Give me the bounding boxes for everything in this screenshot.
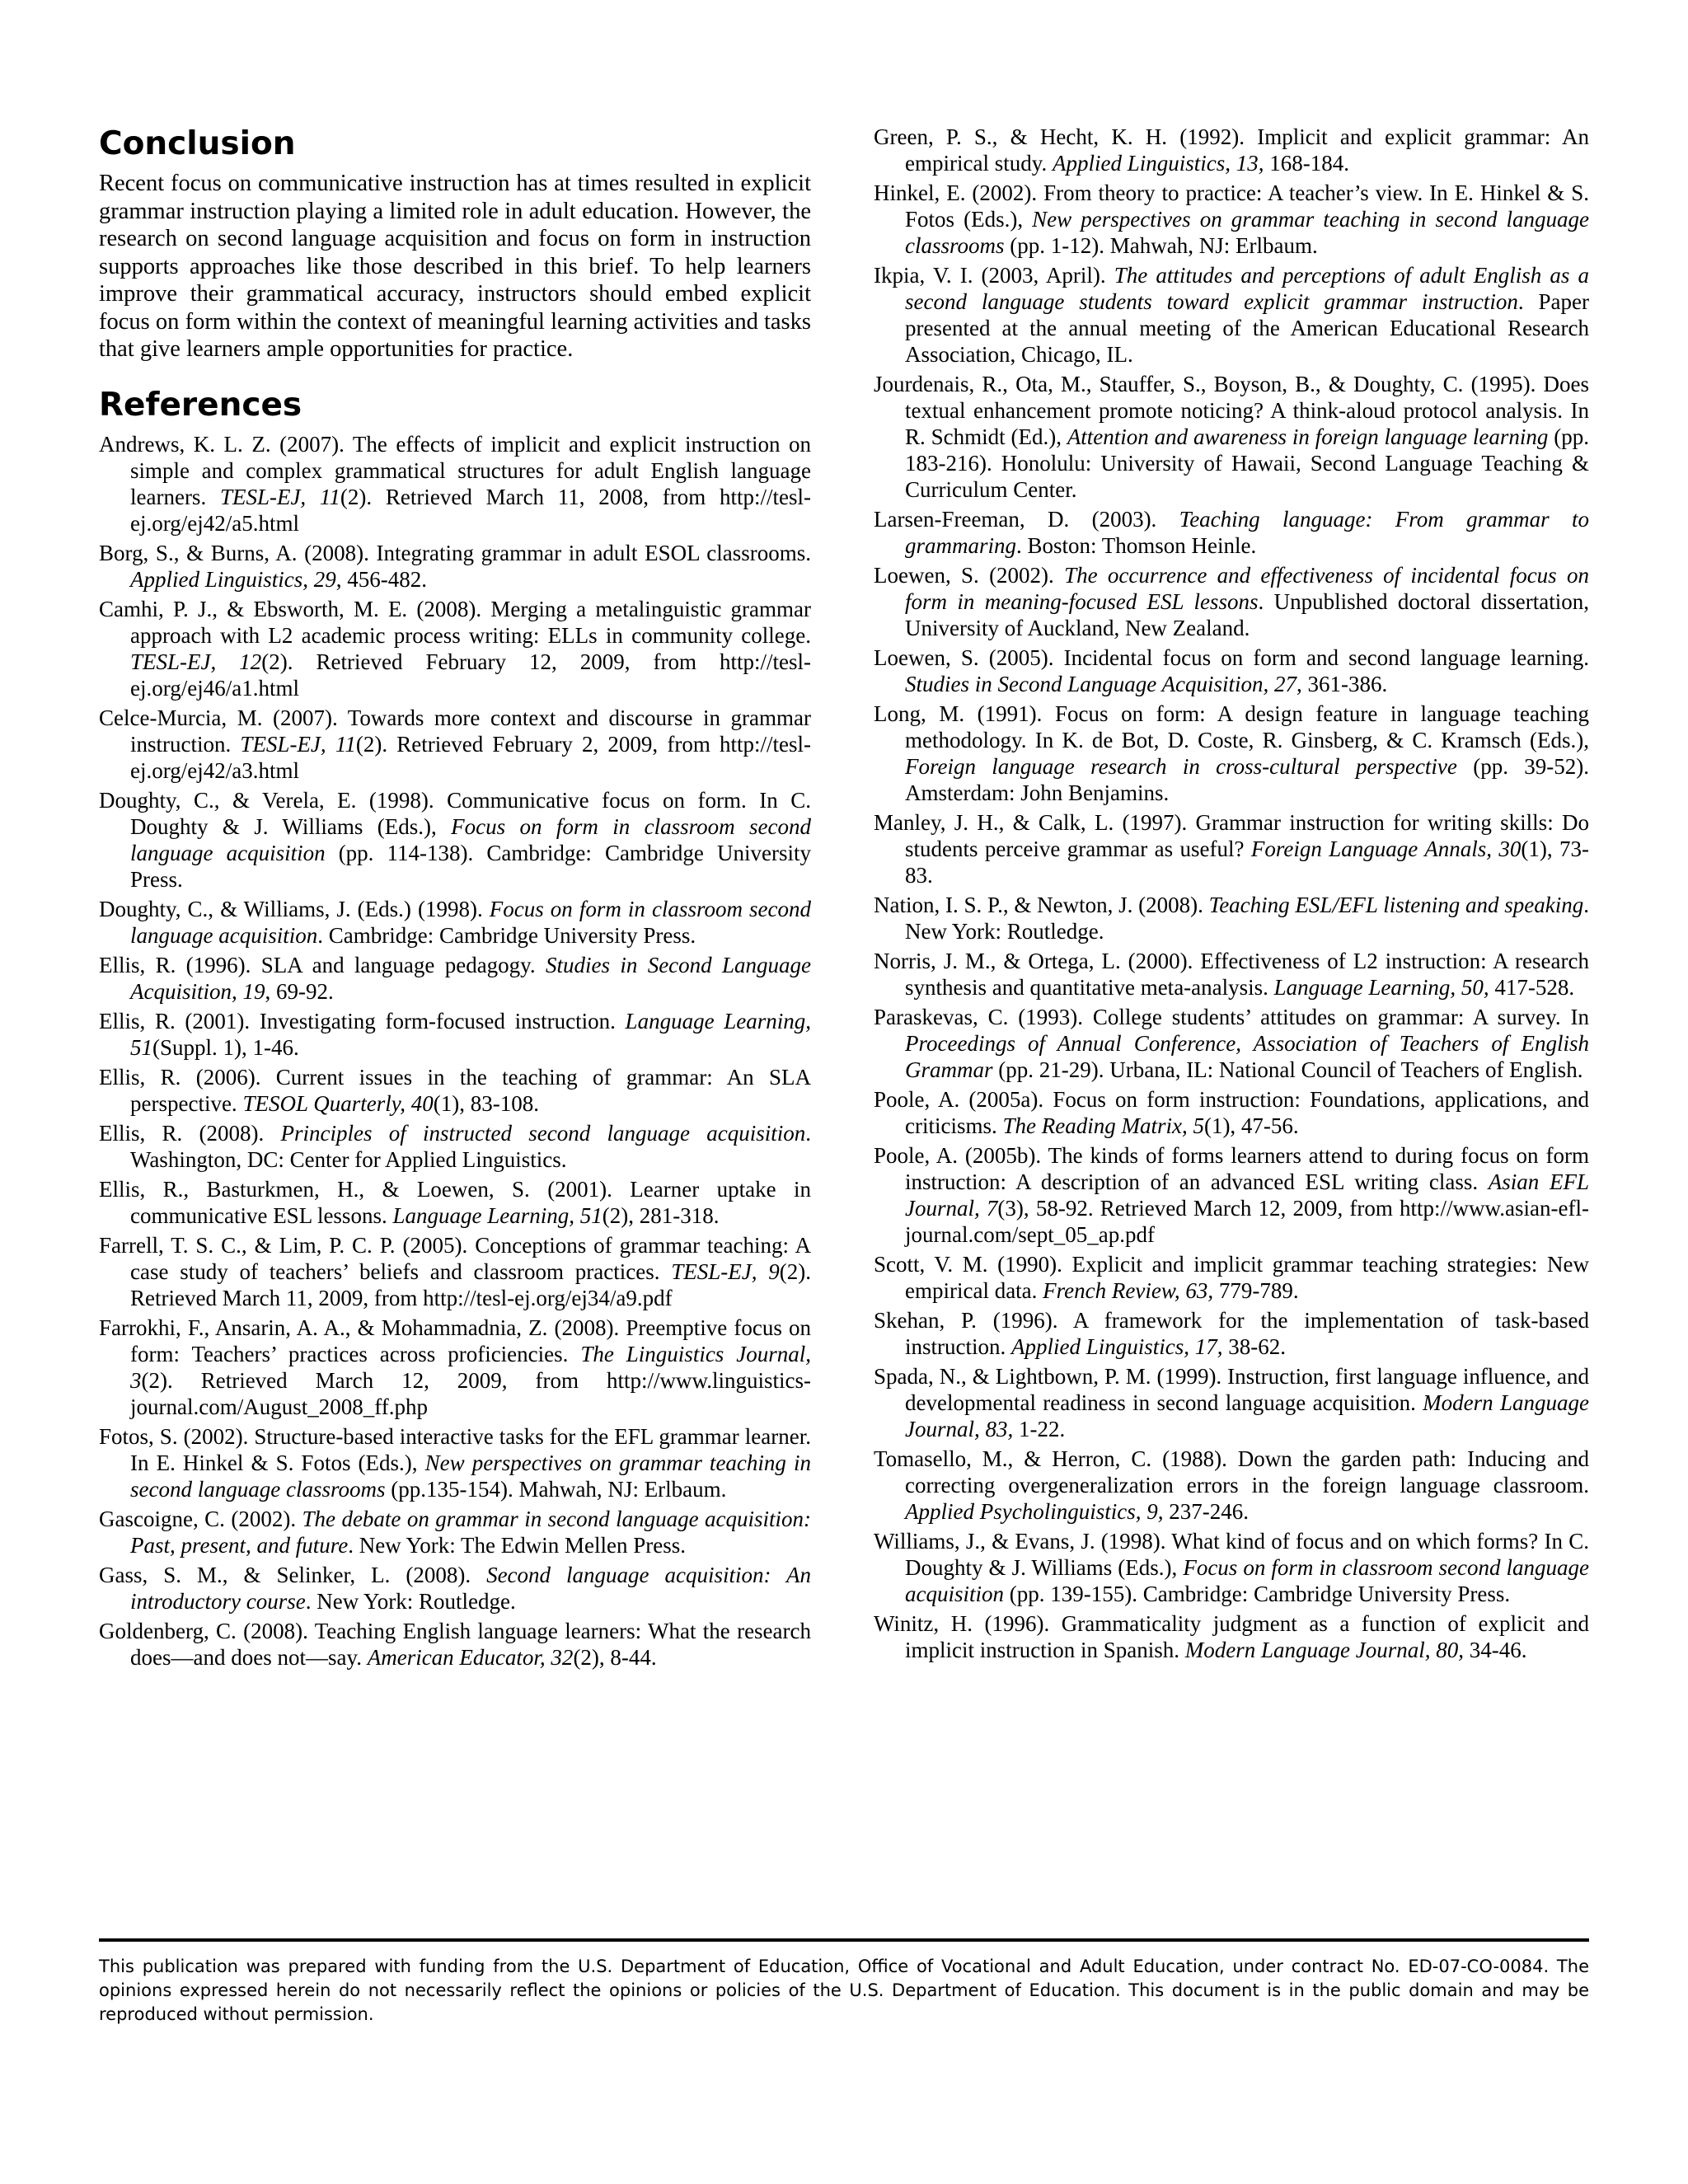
reference-source-title: Language Learning, 50,: [1273, 975, 1489, 1000]
reference-text: Williams, J., & Evans, J. (1998). What kind of focus and on which forms? In C. Doughty & J. Williams (Eds.),: [874, 1529, 1589, 1580]
reference-source-title: Applied Linguistics, 13,: [1052, 151, 1264, 176]
reference-entry: [874, 1307, 1589, 1360]
reference-entry: [99, 1506, 811, 1558]
reference-source-title: Applied Psycholinguistics, 9,: [905, 1499, 1164, 1524]
reference-entry: [99, 1562, 811, 1615]
reference-details: (2). Retrieved March 11, 2008, from http://tesl-ej.org/ej42/a5.html: [130, 484, 811, 536]
reference-text: Norris, J. M., & Ortega, L. (2000). Effectiveness of L2 instruction: A research synthesis and quantitative meta-analysis.: [874, 949, 1589, 1000]
reference-entry: [874, 1142, 1589, 1248]
reference-source-title: TESL-EJ, 11: [219, 484, 340, 509]
reference-text: Farrell, T. S. C., & Lim, P. C. P. (2005). Conceptions of grammar teaching: A case study of teachers’ beliefs and classroom practices.: [99, 1232, 811, 1284]
conclusion-paragraph: Recent focus on communicative instruction has at times resulted in explicit grammar instruction playing a limited role in adult education. However, the research on second language acquisition and focus on form in instruction supports approaches like those described in this brief. To help learners improve their grammatical accuracy, instructors should embed explicit focus on form within the context of meaningful learning activities and tasks that give learners ample opportunities for practice.: [99, 171, 811, 362]
reference-text: Paraskevas, C. (1993). College students’ attitudes on grammar: A survey. In: [874, 1005, 1589, 1029]
reference-source-title: Teaching language: From grammar to grammaring: [905, 507, 1589, 558]
reference-text: Ellis, R. (1996). SLA and language pedagogy.: [99, 952, 546, 977]
reference-source-title: The debate on grammar in second language acquisition: Past, present, and future: [130, 1506, 811, 1558]
reference-text: Gass, S. M., & Selinker, L. (2008).: [99, 1562, 487, 1587]
reference-entry: [874, 644, 1589, 697]
reference-entry: [99, 1618, 811, 1671]
reference-details: 34-46.: [1463, 1638, 1527, 1662]
reference-text: Doughty, C., & Verela, E. (1998). Communicative focus on form. In C. Doughty & J. Williams (Eds.),: [99, 787, 811, 839]
reference-text: Loewen, S. (2005). Incidental focus on form and second language learning.: [874, 645, 1589, 670]
reference-details: (2), 8-44.: [573, 1644, 657, 1670]
reference-details: . Boston: Thomson Heinle.: [1016, 533, 1257, 558]
reference-entry: [99, 1120, 811, 1173]
reference-text: Goldenberg, C. (2008). Teaching English language learners: What the research does—and does not—say.: [99, 1618, 811, 1670]
conclusion-section: [99, 124, 811, 363]
reference-source-title: Focus on form in classroom second language acquisition: [130, 813, 811, 865]
reference-text: Skehan, P. (1996). A framework for the implementation of task-based instruction.: [874, 1308, 1589, 1359]
reference-text: Fotos, S. (2002). Structure-based interactive tasks for the EFL grammar learner. In E. Hinkel & S. Fotos (Eds.),: [99, 1423, 811, 1475]
reference-text: Farrokhi, F., Ansarin, A. A., & Mohammadnia, Z. (2008). Preemptive focus on form: Teachers’ practices across proficiencies.: [99, 1315, 811, 1366]
reference-details: , 69-92.: [265, 978, 334, 1004]
reference-text: Green, P. S., & Hecht, K. H. (1992). Implicit and explicit grammar: An empirical study.: [874, 124, 1589, 176]
references-heading: References: [99, 386, 302, 424]
reference-source-title: Focus on form in classroom second language acquisition: [905, 1555, 1589, 1606]
reference-entry: [874, 1528, 1589, 1607]
reference-entry: [99, 705, 811, 784]
reference-source-title: Focus on form in classroom second language acquisition: [130, 896, 811, 948]
reference-details: (2). Retrieved February 12, 2009, from http://tesl-ej.org/ej46/a1.html: [130, 649, 811, 701]
reference-text: Scott, V. M. (1990). Explicit and implicit grammar teaching strategies: New empirical data.: [874, 1252, 1589, 1303]
reference-entry: [874, 948, 1589, 1001]
reference-source-title: Applied Linguistics, 17,: [1011, 1334, 1223, 1359]
reference-source-title: TESOL Quarterly, 40: [242, 1090, 434, 1116]
reference-source-title: French Review, 63,: [1043, 1278, 1214, 1303]
reference-entry: [99, 1064, 811, 1117]
reference-details: . Unpublished doctoral dissertation, University of Auckland, New Zealand.: [905, 589, 1589, 640]
reference-source-title: The attitudes and perceptions of adult English as a second language students toward explicit grammar instruction: [905, 263, 1590, 314]
reference-entry: [874, 562, 1589, 641]
reference-entry: [99, 1423, 811, 1502]
reference-entry: [874, 1086, 1589, 1139]
footer-divider: [99, 1938, 1589, 1942]
reference-source-title: Second language acquisition: An introductory course: [130, 1562, 811, 1614]
reference-entry: [874, 1251, 1589, 1304]
reference-source-title: Asian EFL Journal, 7: [905, 1169, 1589, 1221]
reference-text: Celce-Murcia, M. (2007). Towards more context and discourse in grammar instruction.: [99, 705, 811, 757]
reference-entry: [99, 1008, 811, 1061]
reference-source-title: Language Learning, 51: [392, 1202, 603, 1228]
reference-details: (2). Retrieved March 12, 2009, from http://www.linguistics-journal.com/August_2008_ff.php: [130, 1367, 811, 1419]
reference-text: Manley, J. H., & Calk, L. (1997). Grammar instruction for writing skills: Do students perceive grammar as useful?: [874, 810, 1589, 861]
reference-entry: [874, 1610, 1589, 1663]
reference-text: Gascoigne, C. (2002).: [99, 1506, 302, 1531]
reference-source-title: New perspectives on grammar teaching in second language classrooms: [130, 1450, 811, 1502]
right-column: [874, 124, 1589, 1666]
reference-entry: [874, 124, 1589, 176]
reference-entry: [874, 1363, 1589, 1442]
reference-entry: [874, 506, 1589, 559]
reference-details: 361-386.: [1301, 672, 1388, 696]
reference-source-title: Studies in Second Language Acquisition, 27,: [905, 672, 1302, 696]
reference-details: (pp. 21-29). Urbana, IL: National Council of Teachers of English.: [992, 1057, 1583, 1082]
reference-entry: [874, 701, 1589, 806]
reference-details: . New York: Routledge.: [905, 893, 1589, 944]
reference-text: Larsen-Freeman, D. (2003).: [874, 507, 1179, 532]
reference-text: Hinkel, E. (2002). From theory to practice: A teacher’s view. In E. Hinkel & S. Fotos (Eds.),: [874, 180, 1589, 232]
reference-entry: [99, 1232, 811, 1311]
reference-details: (1), 83-108.: [433, 1090, 539, 1116]
reference-source-title: Foreign language research in cross-cultural perspective: [905, 754, 1457, 779]
reference-text: Poole, A. (2005b). The kinds of forms learners attend to during focus on form instruction: A description of an advanced ESL writing class.: [874, 1143, 1589, 1194]
reference-source-title: TESL-EJ, 9: [671, 1258, 780, 1284]
references-section: [99, 385, 811, 1671]
reference-source-title: Modern Language Journal, 80,: [1184, 1638, 1464, 1662]
reference-entry: [99, 431, 811, 537]
reference-source-title: The occurrence and effectiveness of incidental focus on form in meaning-focused ESL lessons: [905, 563, 1589, 614]
reference-details: 38-62.: [1222, 1334, 1286, 1359]
reference-entry: [99, 596, 811, 701]
reference-text: Ikpia, V. I. (2003, April).: [874, 263, 1114, 288]
reference-source-title: TESL-EJ, 11: [240, 731, 356, 757]
reference-source-title: Studies in Second Language Acquisition, 19: [130, 952, 812, 1004]
reference-details: (2). Retrieved February 2, 2009, from http://tesl-ej.org/ej42/a3.html: [130, 731, 811, 783]
reference-source-title: TESL-EJ, 12: [130, 649, 262, 674]
references-list-left: [99, 431, 811, 1671]
reference-details: . New York: Routledge.: [305, 1588, 516, 1614]
reference-entry: [99, 952, 811, 1005]
reference-entry: [99, 1176, 811, 1229]
reference-entry: [874, 1004, 1589, 1083]
reference-text: Ellis, R. (2001). Investigating form-focused instruction.: [99, 1008, 626, 1033]
reference-details: (pp. 139-155). Cambridge: Cambridge University Press.: [1004, 1582, 1511, 1606]
reference-entry: [874, 371, 1589, 503]
reference-entry: [99, 787, 811, 893]
reference-source-title: Principles of instructed second language acquisition: [280, 1120, 806, 1146]
reference-source-title: Modern Language Journal, 83,: [905, 1390, 1590, 1441]
reference-text: Tomasello, M., & Herron, C. (1988). Down the garden path: Inducing and correcting overgeneralization errors in the foreign language classroom.: [874, 1446, 1589, 1497]
reference-text: Loewen, S. (2002).: [874, 563, 1065, 588]
reference-text: Doughty, C., & Williams, J. (Eds.) (1998).: [99, 896, 490, 921]
funding-disclaimer: This publication was prepared with funding from the U.S. Department of Education, Office of Vocational and Adult Education, under contract No. ED-07-CO-0084. The opinions expressed herein do not necessarily reflect the opinions or policies of the U.S. Department of Education. This document is in the public domain and may be reproduced without permission.: [99, 1957, 1589, 2024]
reference-details: (2), 281-318.: [602, 1202, 720, 1228]
reference-text: Ellis, R. (2006). Current issues in the teaching of grammar: An SLA perspective.: [99, 1064, 811, 1116]
reference-details: (pp.135-154). Mahwah, NJ: Erlbaum.: [385, 1476, 727, 1502]
reference-details: (Suppl. 1), 1-46.: [152, 1034, 299, 1060]
reference-entry: [874, 180, 1589, 259]
reference-entry: [874, 1446, 1589, 1525]
reference-details: (pp. 39-52). Amsterdam: John Benjamins.: [905, 754, 1589, 805]
reference-entry: [99, 540, 811, 593]
reference-source-title: Teaching ESL/EFL listening and speaking: [1208, 893, 1584, 917]
reference-text: Andrews, K. L. Z. (2007). The effects of implicit and explicit instruction on simple and complex grammatical structures for adult English language learners.: [99, 431, 811, 509]
reference-details: . New York: The Edwin Mellen Press.: [348, 1532, 686, 1558]
reference-details: . Paper presented at the annual meeting of the American Educational Research Association, Chicago, IL.: [905, 289, 1590, 367]
reference-details: (pp. 1-12). Mahwah, NJ: Erlbaum.: [1004, 233, 1318, 258]
reference-details: . Washington, DC: Center for Applied Linguistics.: [130, 1120, 811, 1172]
reference-source-title: Proceedings of Annual Conference, Association of Teachers of English Grammar: [905, 1031, 1589, 1082]
reference-text: Nation, I. S. P., & Newton, J. (2008).: [874, 893, 1209, 917]
reference-text: Ellis, R. (2008).: [99, 1120, 281, 1146]
reference-text: Poole, A. (2005a). Focus on form instruction: Foundations, applications, and criticisms.: [874, 1087, 1589, 1138]
reference-details: (2). Retrieved March 11, 2009, from http://tesl-ej.org/ej34/a9.pdf: [130, 1258, 812, 1310]
reference-details: (1), 47-56.: [1203, 1113, 1299, 1138]
reference-source-title: The Reading Matrix, 5: [1002, 1113, 1204, 1138]
reference-entry: [874, 809, 1589, 888]
reference-text: Ellis, R., Basturkmen, H., & Loewen, S. (2001). Learner uptake in communicative ESL lessons.: [99, 1176, 811, 1228]
reference-entry: [874, 892, 1589, 944]
reference-details: . Cambridge: Cambridge University Press.: [317, 922, 696, 948]
reference-entry: [874, 262, 1589, 368]
reference-text: Winitz, H. (1996). Grammaticality judgment as a function of explicit and implicit instruction in Spanish.: [874, 1611, 1589, 1662]
reference-details: 417-528.: [1489, 975, 1575, 1000]
reference-text: Spada, N., & Lightbown, P. M. (1999). Instruction, first language influence, and developmental readiness in second language acquisition.: [874, 1364, 1589, 1415]
references-list-right: [874, 124, 1589, 1663]
reference-details: 237-246.: [1163, 1499, 1249, 1524]
reference-details: 1-22.: [1013, 1417, 1066, 1441]
reference-source-title: Attention and awareness in foreign language learning: [1067, 424, 1549, 449]
reference-text: Jourdenais, R., Ota, M., Stauffer, S., Boyson, B., & Doughty, C. (1995). Does textual enhancement promote noticing? A think-aloud protocol analysis. In R. Schmidt (Ed.),: [874, 372, 1589, 449]
reference-text: Borg, S., & Burns, A. (2008). Integrating grammar in adult ESOL classrooms.: [99, 540, 811, 565]
left-column: [99, 124, 811, 1674]
reference-source-title: New perspectives on grammar teaching in second language classrooms: [905, 207, 1589, 258]
reference-text: Long, M. (1991). Focus on form: A design feature in language teaching methodology. In K. de Bot, D. Coste, R. Ginsberg, & C. Kramsch (Eds.),: [874, 701, 1589, 752]
reference-source-title: Foreign Language Annals, 30: [1250, 837, 1522, 861]
reference-details: 779-789.: [1213, 1278, 1299, 1303]
reference-details: (pp. 183-216). Honolulu: University of Hawaii, Second Language Teaching & Curriculum Center.: [905, 424, 1590, 502]
reference-details: (1), 73-83.: [905, 837, 1590, 888]
reference-details: , 456-482.: [335, 566, 427, 592]
reference-entry: [99, 896, 811, 949]
reference-source-title: Applied Linguistics, 29: [130, 566, 336, 592]
conclusion-heading: Conclusion: [99, 125, 296, 162]
reference-details: 168-184.: [1264, 151, 1349, 176]
reference-details: (pp. 114-138). Cambridge: Cambridge University Press.: [130, 840, 812, 892]
reference-entry: [99, 1315, 811, 1420]
reference-source-title: Language Learning, 51: [130, 1008, 811, 1060]
reference-text: Camhi, P. J., & Ebsworth, M. E. (2008). Merging a metalinguistic grammar approach with L2 academic process writing: ELLs in community college.: [99, 596, 811, 648]
reference-details: (3), 58-92. Retrieved March 12, 2009, from http://www.asian-efl-journal.com/sept_05_ap.pdf: [905, 1196, 1589, 1247]
reference-source-title: The Linguistics Journal, 3: [130, 1341, 811, 1393]
reference-source-title: American Educator, 32: [367, 1644, 574, 1670]
